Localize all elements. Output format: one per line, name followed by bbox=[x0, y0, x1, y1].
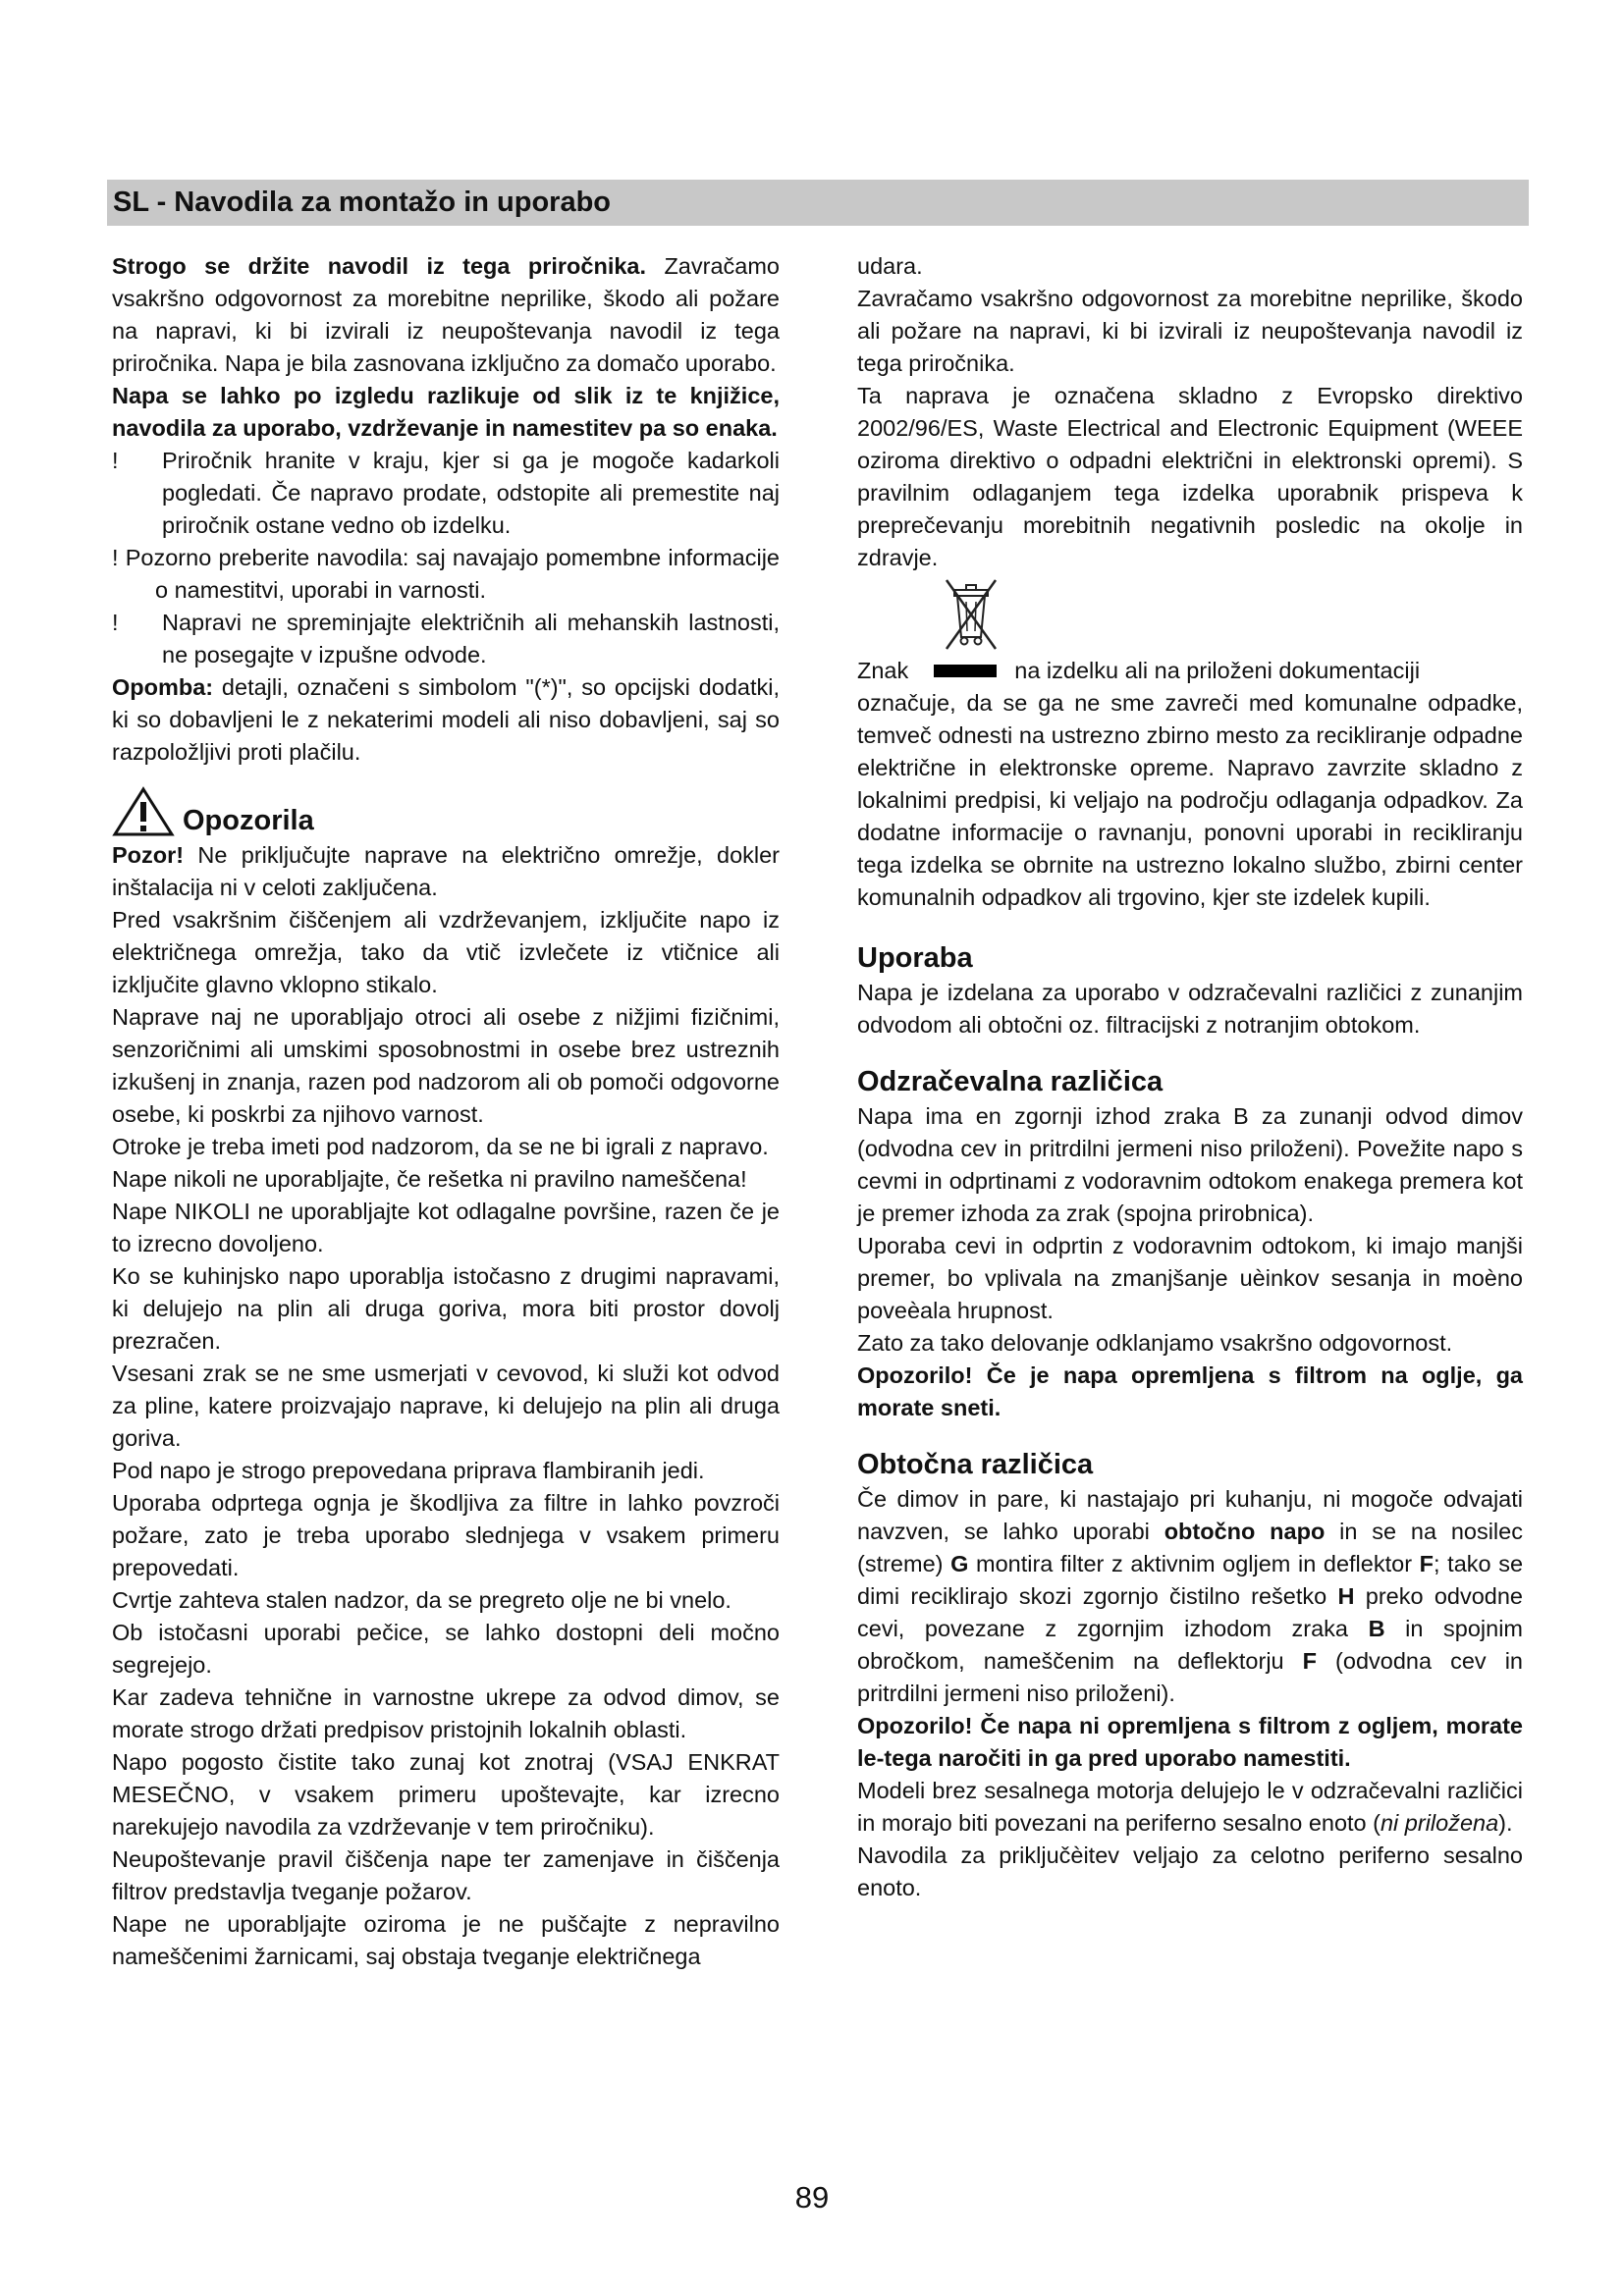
ducted-version-title: Odzračevalna različica bbox=[857, 1066, 1164, 1097]
text-run: (odvodna cev in pritrdilni jermeni niso priloženi). bbox=[857, 1648, 1523, 1706]
disposal-paragraph: označuje, da se ga ne sme zavreči med komunalne odpadke, temveč odnesti na ustrezno zbirno mesto za recikliranje odpadne električne in elektronske opreme. Napravo zavrzite skladno z lokalnimi predpisi, ki veljajo na področju odlaganja odpadkov. Za dodatne informacije o ravnanju, ponovni uporabi in recikliranju tega izdelka se obrnite na ustrezno lokalno službo, zbirni center komunalnih odpadkov ali trgovino, kjer ste izdelek kupili. bbox=[857, 690, 1523, 910]
text-run: in spojnim obročkom, nameščenim na deflektorju bbox=[857, 1616, 1523, 1674]
warning-paragraph: Kar zadeva tehnične in varnostne ukrepe za odvod dimov, se morate strogo držati predpisov pristojnih lokalnih oblasti. bbox=[112, 1684, 780, 1742]
symbol-rest: na izdelku ali na priloženi dokumentaciji bbox=[1014, 658, 1421, 683]
text-run-bold: H bbox=[1337, 1583, 1355, 1609]
left-column bbox=[112, 250, 780, 1973]
crossed-bin-icon bbox=[941, 574, 1001, 655]
warning-first-paragraph bbox=[112, 839, 780, 904]
warning-first-text: Ne priključujte naprave na električno omrežje, dokler inštalacija ni v celoti zaključena. bbox=[112, 842, 780, 900]
note-label: Opomba: bbox=[112, 674, 214, 700]
text-run-bold: G bbox=[950, 1551, 969, 1576]
warning-paragraph: Neupoštevanje pravil čiščenja nape ter zamenjave in čiščenja filtrov predstavlja tveganje požarov. bbox=[112, 1846, 780, 1904]
recirculation-paragraph bbox=[857, 1483, 1523, 1710]
warning-paragraph: Vsesani zrak se ne sme usmerjati v cevovod, ki služi kot odvod za pline, katere proizvajajo naprave, ki delujejo na plin ali druga goriva. bbox=[112, 1361, 780, 1451]
uporaba-paragraph: Napa je izdelana za uporabo v odzračevalni različici z zunanjim odvodom ali obtočni oz. filtracijski z notranjim obtokom. bbox=[857, 980, 1523, 1038]
symbol-word: Znak bbox=[857, 658, 909, 683]
warning-paragraph: Pod napo je strogo prepovedana priprava flambiranih jedi. bbox=[112, 1458, 705, 1483]
liability-paragraph: Zavračamo vsakršno odgovornost za morebitne neprilike, škodo ali požare na napravi, ki bi izvirali iz neupoštevanja navodil iz tega priročnika. bbox=[857, 286, 1523, 376]
continuation-text: udara. bbox=[857, 253, 923, 279]
recirculation-warning: Opozorilo! Če napa ni opremljena s filtrom z ogljem, morate le-tega naročiti in ga pred uporabo namestiti. bbox=[857, 1713, 1523, 1771]
bullet-mark: ! bbox=[112, 545, 119, 570]
bullet-item bbox=[112, 445, 780, 542]
bullet-mark: ! bbox=[112, 610, 119, 635]
section-title: SL - Navodila za montažo in uporabo bbox=[113, 187, 612, 218]
text-run: Modeli brez sesalnega motorja delujejo le v odzračevalni različici in morajo biti povezani na periferno sesalno enoto ( bbox=[857, 1778, 1523, 1836]
text-run: ; tako se dimi reciklirajo skozi zgornjo čistilno rešetko bbox=[857, 1551, 1524, 1609]
warning-paragraph: Nape NIKOLI ne uporabljajte kot odlagalne površine, razen če je to izrecno dovoljeno. bbox=[112, 1199, 780, 1256]
intro-rest: Zavračamo vsakršno odgovornost za morebitne neprilike, škodo ali požare na napravi, ki bi izvirali iz neupoštevanja navodil iz tega priročnika. Napa je bila zasnovana izključno za domačo uporabo. bbox=[112, 253, 780, 376]
text-run-italic: ni priložena bbox=[1380, 1810, 1499, 1836]
black-bar-symbol bbox=[934, 665, 997, 677]
ducted-paragraph-3: Zato za tako delovanje odklanjamo vsakršno odgovornost. bbox=[857, 1330, 1453, 1356]
connection-paragraph: Navodila za priključèitev veljajo za celotno periferno sesalno enoto. bbox=[857, 1842, 1523, 1900]
warning-paragraph: Ob istočasni uporabi pečice, se lahko dostopni deli močno segrejejo. bbox=[112, 1620, 780, 1678]
bullet-text: Napravi ne spreminjajte električnih ali mehanskih lastnosti, ne posegajte v izpušne odvode. bbox=[162, 610, 780, 667]
intro-bold: Strogo se držite navodil iz tega priročnika. bbox=[112, 253, 647, 279]
ducted-warning: Opozorilo! Če je napa opremljena s filtrom na oglje, ga morate sneti. bbox=[857, 1362, 1523, 1420]
warning-paragraph: Naprave naj ne uporabljajo otroci ali osebe z nižjimi fizičnimi, senzoričnimi ali umskimi sposobnostmi in osebe brez ustreznih izkušenj in znanja, razen pod nadzorom ali ob pomoči odgovorne osebe, ki poskrbi za njihovo varnost. bbox=[112, 1004, 780, 1127]
text-run-bold: F bbox=[1419, 1551, 1435, 1576]
page-number: 89 bbox=[794, 2180, 830, 2215]
text-run: montira filter z aktivnim ogljem in deflektor bbox=[968, 1551, 1420, 1576]
section-header bbox=[107, 180, 1529, 226]
warning-label: Pozor! bbox=[112, 842, 185, 868]
warnings-title: Opozorila bbox=[183, 805, 314, 836]
bullet-text: Priročnik hranite v kraju, kjer si ga je mogoče kadarkoli pogledati. Če napravo prodate, odstopite ali premestite naj priročnik ostane vedno ob izdelku. bbox=[162, 448, 780, 538]
bullet-text bbox=[112, 542, 780, 607]
text-run-bold: F bbox=[1302, 1648, 1318, 1674]
right-column bbox=[857, 250, 1523, 1904]
warning-paragraph: Nape nikoli ne uporabljajte, če rešetka ni pravilno nameščena! bbox=[112, 1166, 747, 1192]
warnings-heading bbox=[112, 786, 780, 837]
note-paragraph bbox=[112, 671, 780, 769]
intro-paragraph bbox=[112, 250, 780, 380]
warning-paragraph: Uporaba odprtega ognja je škodljiva za filtre in lahko povzroči požare, zato je treba uporabo slednjega v vsakem primeru prepovedati. bbox=[112, 1490, 780, 1580]
bullet-mark: ! bbox=[112, 448, 119, 473]
warning-paragraph: Ko se kuhinjsko napo uporablja istočasno z drugimi napravami, ki delujejo na plin ali druga goriva, mora biti prostor dovolj prezračen. bbox=[112, 1263, 780, 1354]
text-run-bold: B bbox=[1368, 1616, 1385, 1641]
uporaba-title: Uporaba bbox=[857, 942, 973, 974]
warning-paragraph: Nape ne uporabljajte oziroma je ne puščajte z nepravilno nameščenimi žarnicami, saj obstaja tveganje električnega bbox=[112, 1911, 780, 1969]
note-text: detajli, označeni s simbolom "(*)", so opcijski dodatki, ki so dobavljeni le z nekaterimi modeli ali niso dobavljeni, saj so razpoložljivi proti plačilu. bbox=[112, 674, 780, 765]
warning-paragraph: Otroke je treba imeti pod nadzorom, da se ne bi igrali z napravo. bbox=[112, 1134, 769, 1159]
text-run: in se na nosilec (streme) bbox=[857, 1519, 1523, 1576]
models-paragraph bbox=[857, 1775, 1523, 1840]
notice-paragraph: Napa se lahko po izgledu razlikuje od slik iz te knjižice, navodila za uporabo, vzdrževanje in namestitev pa so enaka. bbox=[112, 383, 780, 441]
weee-paragraph: Ta naprava je označena skladno z Evropsko direktivo 2002/96/ES, Waste Electrical and Electronic Equipment (WEEE oziroma direktivo o odpadni električni in elektronski opremi). S pravilnim odlaganjem tega izdelka uporabnik prispeva k preprečevanju morebitnih negativnih posledic na okolje in zdravje. bbox=[857, 383, 1523, 570]
bullet-item bbox=[112, 542, 780, 607]
bullet-text-body: Pozorno preberite navodila: saj navajajo pomembne informacije o namestitvi, uporabi in varnosti. bbox=[125, 545, 781, 603]
text-run: Če dimov in pare, ki nastajajo pri kuhanju, ni mogoče odvajati navzven, se lahko uporabi bbox=[857, 1486, 1523, 1544]
ducted-paragraph-1: Napa ima en zgornji izhod zraka B za zunanji odvod dimov (odvodna cev in pritrdilni jermeni niso priloženi). Povežite napo s cevmi in odprtinami z vodoravnim odtokom enakega premera kot je premer izhoda za zrak (spojna prirobnica). bbox=[857, 1103, 1523, 1226]
text-run: preko odvodne cevi, povezane z zgornjim izhodom zraka bbox=[857, 1583, 1524, 1641]
warning-paragraph: Cvrtje zahteva stalen nadzor, da se pregreto olje ne bi vnelo. bbox=[112, 1587, 731, 1613]
ducted-paragraph-2: Uporaba cevi in odprtin z vodoravnim odtokom, ki imajo manjši premer, bo vplivala na zmanjšanje uèinkov sesanja in moèno poveèala hrupnost. bbox=[857, 1233, 1523, 1323]
warning-paragraph: Pred vsakršnim čiščenjem ali vzdrževanjem, izključite napo iz električnega omrežja, tako da vtič izvlečete iz vtičnice ali izključite glavno vklopno stikalo. bbox=[112, 907, 780, 997]
bullet-item bbox=[112, 607, 780, 671]
warning-paragraph: Napo pogosto čistite tako zunaj kot znotraj (VSAJ ENKRAT MESEČNO, v vsakem primeru upoštevajte, kar izrecno narekujejo navodila za vzdrževanje v tem priročniku). bbox=[112, 1749, 780, 1840]
symbol-line bbox=[857, 655, 1523, 687]
recirculation-version-title: Obtočna različica bbox=[857, 1449, 1094, 1480]
text-run: ). bbox=[1498, 1810, 1513, 1836]
text-run-bold: obtočno napo bbox=[1164, 1519, 1326, 1544]
warning-triangle-icon bbox=[112, 786, 175, 837]
